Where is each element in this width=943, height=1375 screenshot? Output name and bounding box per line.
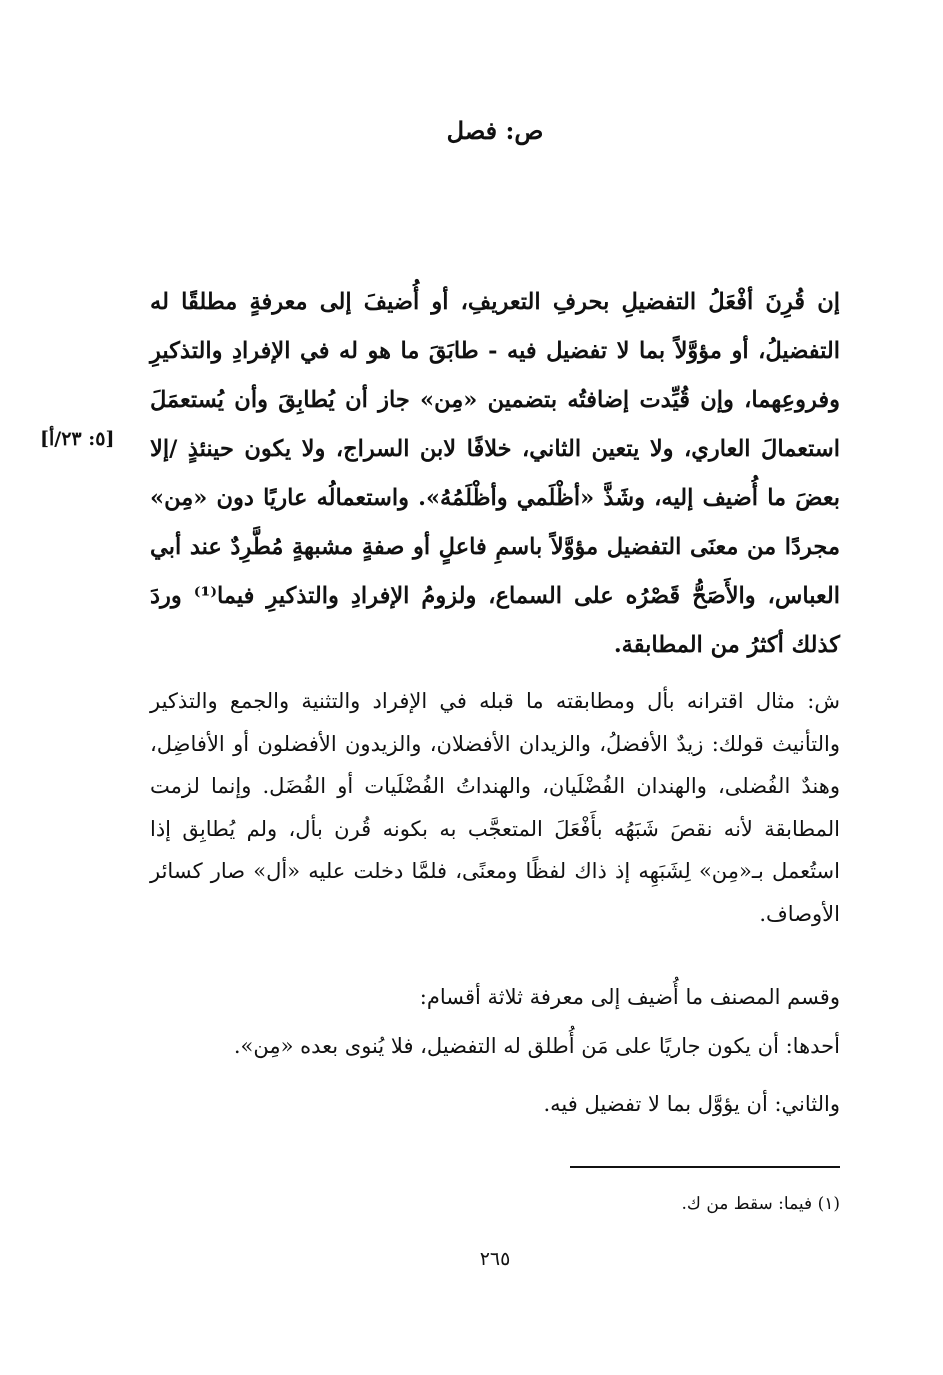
sharh-second-part: والثاني: أن يؤوَّل بما لا تفضيل فيه.: [543, 1092, 840, 1116]
sharh-division-intro: وقسم المصنف ما أُضيف إلى معرفة ثلاثة أقسام:: [419, 985, 840, 1009]
footnote: (١) فيما: سقط من ك.: [681, 1194, 840, 1214]
matn-paragraph: إن قُرِنَ أفْعَلُ التفضيلِ بحرفِ التعريفِ، أو أُضيفَ إلى معرفةٍ مطلقًا له التفضيلُ، أو مؤوَّلاً بما لا تفضيل فيه - طابَقَ ما هو له في الإفرادِ والتذكيرِ وفروعِهما، وإن قُيِّدت إضافتُه بتضمين «مِن» جاز أن يُطابِقَ وأن يُستعمَلَ استعمالَ العاري، ولا يتعين الثاني، خلافًا لابن السراج، ولا يكون حينئذٍ /إلا بعضَ ما أُضيف إليه، وشَذَّ «أظْلَمي وأظْلَمُهُ». واستعمالُه عاريًا دون «مِن» مجردًا من معنَى التفضيل مؤوَّلاً باسمِ فاعلٍ أو صفةٍ مشبهةٍ مُطَّرِدٌ عند أبي العباس، والأَصَحُّ قَصْرُه على السماع، ولزومُ الإفرادِ والتذكيرِ فيما⁽¹⁾ وردَ كذلك أكثرُ من المطابقة.: [150, 289, 840, 658]
page-number: ٢٦٥: [479, 1248, 511, 1270]
sharh-paragraph: ش: مثال اقترانه بأل ومطابقته ما قبله في الإفراد والتثنية والجمع والتذكير والتأنيث قولك: زيدٌ الأفضلُ، والزيدان الأفضلان، والزيدون الأفضلون أو الأفاضِل، وهندٌ الفُضلى، والهندان الفُضْلَيان، والهنداتُ الفُضْلَيات أو الفُضَل. وإنما لزمت المطابقة لأنه نقصَ شَبَهُه بأَفْعَلَ المتعجَّب به بكونه قُرن بأل، ولم يُطابِق إذا استُعمل بـ«مِن» لِشَبَهِه إذ ذاك لفظًا ومعنًى، فلمَّا دخلت عليه «أل» صار كسائر الأوصاف.: [150, 689, 840, 926]
manuscript-folio-reference: [٥: ٢٣/أ]: [40, 428, 115, 450]
footnote-divider: [570, 1166, 840, 1168]
section-title: ص: فصل: [446, 116, 544, 145]
sharh-first-part: أحدها: أن يكون جاريًا على مَن أُطلق له التفضيل، فلا يُنوى بعده «مِن».: [233, 1034, 840, 1058]
